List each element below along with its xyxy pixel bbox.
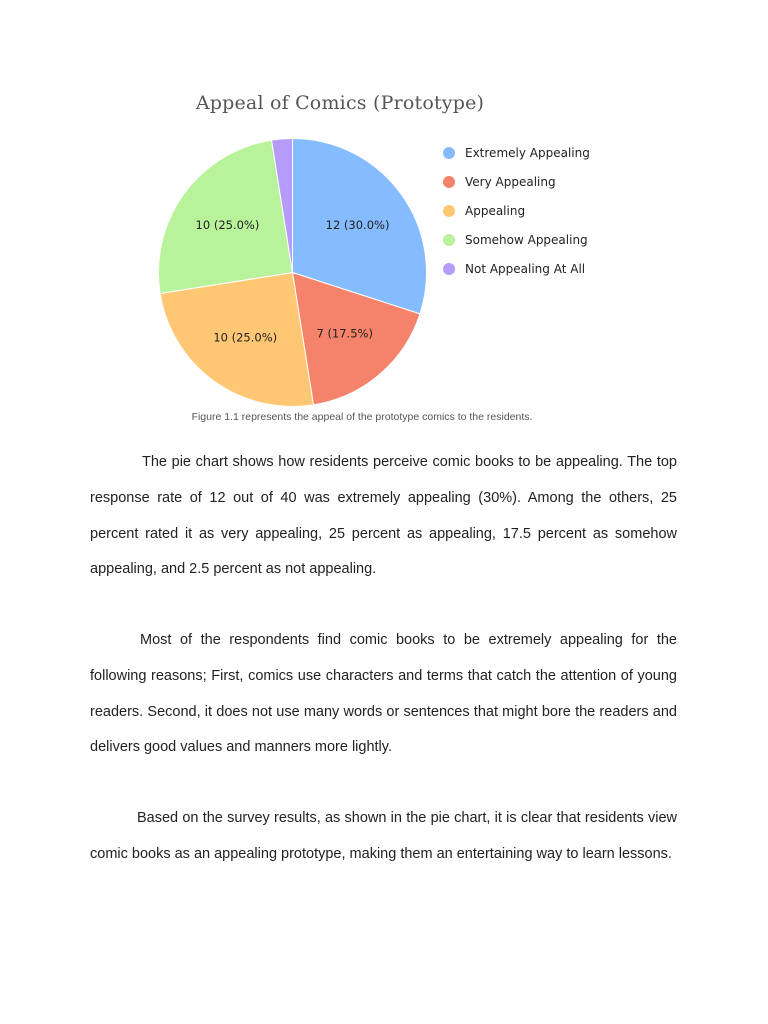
slice-data-label: 7 (17.5%) (316, 326, 373, 341)
legend-label: Very Appealing (465, 174, 556, 189)
paragraph-2: Most of the respondents find comic books to be extremely appealing for the following reasons; First, comics use characters and terms that catch the attention of young readers. Second, it does not use many words or sentences that might bore the readers and delivers good values and manners more lightly. (90, 632, 677, 756)
legend-item (443, 167, 590, 196)
legend-swatch (443, 234, 455, 246)
slice-data-label: 10 (25.0%) (195, 218, 260, 233)
legend-swatch (443, 205, 455, 217)
paragraph-3: Based on the survey results, as shown in the pie chart, it is clear that residents view comic books as an appealing prototype, making them an entertaining way to learn lessons. (90, 810, 677, 862)
legend-swatch (443, 263, 455, 275)
chart-legend (443, 138, 590, 283)
legend-swatch (443, 147, 455, 159)
legend-item (443, 138, 590, 167)
legend-swatch (443, 176, 455, 188)
legend-item (443, 254, 590, 283)
pie-slice-somehow-appealing (159, 140, 293, 293)
legend-item (443, 196, 590, 225)
paragraph-1: The pie chart shows how residents perceive comic books to be appealing. The top response rate of 12 out of 40 was extremely appealing (30%). Among the others, 25 percent rated it as very appealing, 25 percent as appealing, 17.5 percent as somehow appealing, and 2.5 percent as not appealing. (90, 454, 677, 578)
pie-chart (150, 130, 435, 415)
slice-data-label: 12 (30.0%) (325, 218, 390, 233)
chart-title: Appeal of Comics (Prototype) (195, 92, 485, 114)
legend-label: Not Appealing At All (465, 261, 586, 276)
figure-caption: Figure 1.1 represents the appeal of the prototype comics to the residents. (191, 411, 533, 423)
legend-label: Extremely Appealing (465, 145, 590, 160)
legend-label: Somehow Appealing (465, 232, 588, 247)
legend-item (443, 225, 590, 254)
legend-label: Appealing (465, 203, 526, 218)
slice-data-label: 10 (25.0%) (213, 330, 278, 345)
